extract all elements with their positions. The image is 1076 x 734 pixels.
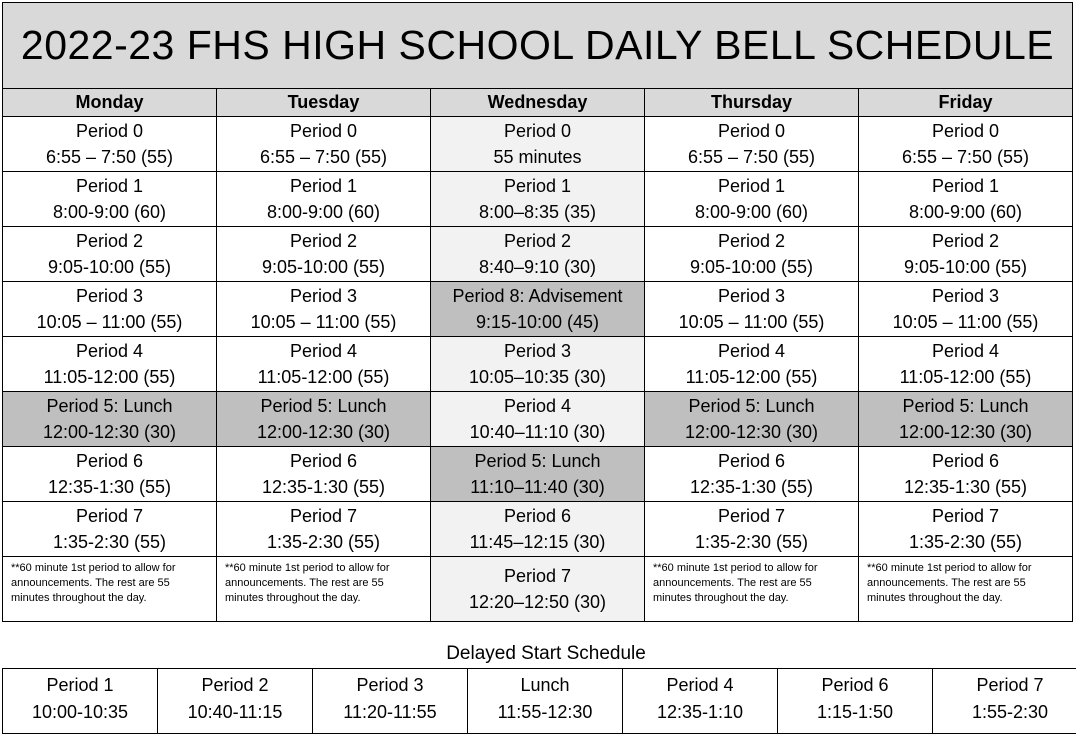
- delayed-start-title: Delayed Start Schedule: [0, 643, 1076, 665]
- period-time: 9:05-10:00 (55): [645, 254, 858, 280]
- period-cell: [859, 392, 1073, 447]
- period-name: Period 0: [645, 118, 858, 144]
- period-time: 1:35-2:30 (55): [3, 529, 216, 555]
- period-cell: [859, 117, 1073, 172]
- delayed-period-cell: [933, 669, 1076, 734]
- period-time: 12:20–12:50 (30): [431, 589, 644, 615]
- period-name: Period 5: Lunch: [431, 448, 644, 474]
- period-name: Period 2: [3, 228, 216, 254]
- period-cell: [645, 172, 859, 227]
- period-name: Period 3: [431, 338, 644, 364]
- footnote: **60 minute 1st period to allow for announcements. The rest are 55 minutes throughout the day.: [645, 557, 859, 622]
- period-name: Period 6: [217, 448, 430, 474]
- day-header-monday: Monday: [3, 89, 217, 117]
- delayed-period-time: 1:55-2:30: [934, 699, 1076, 726]
- period-cell: [431, 227, 645, 282]
- period-cell: [217, 447, 431, 502]
- period-time: 11:05-12:00 (55): [645, 364, 858, 390]
- period-name: Period 2: [431, 228, 644, 254]
- period-name: Period 6: [645, 448, 858, 474]
- period-cell: [431, 337, 645, 392]
- delayed-period-name: Period 6: [779, 672, 931, 699]
- period-cell: [431, 282, 645, 337]
- schedule-row: [3, 502, 1073, 557]
- period-name: Period 3: [645, 283, 858, 309]
- delayed-period-name: Lunch: [469, 672, 621, 699]
- period-cell: [217, 227, 431, 282]
- day-header-tuesday: Tuesday: [217, 89, 431, 117]
- period-name: Period 4: [645, 338, 858, 364]
- bell-schedule-table: [2, 2, 1073, 622]
- period-cell: [645, 392, 859, 447]
- period-time: 1:35-2:30 (55): [645, 529, 858, 555]
- note-row: [3, 557, 1073, 622]
- period-name: Period 6: [3, 448, 216, 474]
- period-name: Period 1: [217, 173, 430, 199]
- period-name: Period 7: [859, 503, 1072, 529]
- period-time: 8:40–9:10 (30): [431, 254, 644, 280]
- period-time: 12:35-1:30 (55): [217, 474, 430, 500]
- period-time: 12:00-12:30 (30): [645, 419, 858, 445]
- delayed-period-time: 12:35-1:10: [624, 699, 776, 726]
- period-cell: [431, 172, 645, 227]
- period-time: 8:00-9:00 (60): [859, 199, 1072, 225]
- delayed-period-cell: [313, 669, 468, 734]
- period-name: Period 1: [431, 173, 644, 199]
- schedule-row: [3, 172, 1073, 227]
- period-name: Period 7: [217, 503, 430, 529]
- period-cell: [645, 502, 859, 557]
- period-time: 12:00-12:30 (30): [859, 419, 1072, 445]
- delayed-period-time: 1:15-1:50: [779, 699, 931, 726]
- period-time: 12:00-12:30 (30): [217, 419, 430, 445]
- period-name: Period 4: [3, 338, 216, 364]
- day-header-thursday: Thursday: [645, 89, 859, 117]
- period-cell: [431, 557, 645, 622]
- period-name: Period 5: Lunch: [859, 393, 1072, 419]
- period-time: 11:05-12:00 (55): [217, 364, 430, 390]
- period-cell: [217, 337, 431, 392]
- footnote: **60 minute 1st period to allow for announcements. The rest are 55 minutes throughout the day.: [217, 557, 431, 622]
- delayed-period-cell: [778, 669, 933, 734]
- period-time: 11:05-12:00 (55): [3, 364, 216, 390]
- period-time: 11:45–12:15 (30): [431, 529, 644, 555]
- period-name: Period 7: [3, 503, 216, 529]
- delayed-period-cell: [158, 669, 313, 734]
- period-name: Period 5: Lunch: [217, 393, 430, 419]
- delayed-start-table: [2, 668, 1076, 734]
- period-cell: [859, 502, 1073, 557]
- period-cell: [217, 117, 431, 172]
- period-cell: [3, 337, 217, 392]
- period-time: 8:00-9:00 (60): [217, 199, 430, 225]
- period-cell: [431, 392, 645, 447]
- period-time: 55 minutes: [431, 144, 644, 170]
- delayed-start-row: [3, 669, 1076, 734]
- period-cell: [3, 117, 217, 172]
- period-time: 6:55 – 7:50 (55): [859, 144, 1072, 170]
- period-cell: [645, 227, 859, 282]
- day-header-wednesday: Wednesday: [431, 89, 645, 117]
- period-time: 10:40–11:10 (30): [431, 419, 644, 445]
- schedule-row: [3, 282, 1073, 337]
- period-name: Period 6: [431, 503, 644, 529]
- delayed-period-name: Period 1: [4, 672, 156, 699]
- period-name: Period 0: [3, 118, 216, 144]
- period-cell: [3, 392, 217, 447]
- period-cell: [217, 502, 431, 557]
- period-time: 11:10–11:40 (30): [431, 474, 644, 500]
- schedule-row: [3, 337, 1073, 392]
- period-name: Period 0: [217, 118, 430, 144]
- period-name: Period 3: [217, 283, 430, 309]
- period-cell: [3, 282, 217, 337]
- schedule-title: 2022-23 FHS HIGH SCHOOL DAILY BELL SCHEDULE: [3, 3, 1073, 89]
- period-time: 9:05-10:00 (55): [3, 254, 216, 280]
- period-cell: [3, 447, 217, 502]
- period-cell: [645, 282, 859, 337]
- period-cell: [645, 447, 859, 502]
- delayed-period-cell: [623, 669, 778, 734]
- day-header-row: [3, 89, 1073, 117]
- period-cell: [431, 117, 645, 172]
- delayed-period-cell: [3, 669, 158, 734]
- period-cell: [217, 282, 431, 337]
- footnote: **60 minute 1st period to allow for announcements. The rest are 55 minutes throughout the day.: [859, 557, 1073, 622]
- period-time: 10:05 – 11:00 (55): [859, 309, 1072, 335]
- schedule-row: [3, 227, 1073, 282]
- period-cell: [645, 337, 859, 392]
- period-name: Period 6: [859, 448, 1072, 474]
- period-name: Period 5: Lunch: [3, 393, 216, 419]
- period-name: Period 1: [3, 173, 216, 199]
- period-cell: [645, 117, 859, 172]
- schedule-row: [3, 447, 1073, 502]
- period-time: 12:35-1:30 (55): [645, 474, 858, 500]
- footnote: **60 minute 1st period to allow for announcements. The rest are 55 minutes throughout the day.: [3, 557, 217, 622]
- delayed-period-time: 11:55-12:30: [469, 699, 621, 726]
- period-cell: [3, 502, 217, 557]
- period-name: Period 0: [431, 118, 644, 144]
- delayed-period-cell: [468, 669, 623, 734]
- period-time: 11:05-12:00 (55): [859, 364, 1072, 390]
- period-time: 8:00-9:00 (60): [645, 199, 858, 225]
- period-time: 1:35-2:30 (55): [859, 529, 1072, 555]
- period-time: 10:05 – 11:00 (55): [3, 309, 216, 335]
- delayed-period-name: Period 7: [934, 672, 1076, 699]
- period-time: 8:00-9:00 (60): [3, 199, 216, 225]
- period-name: Period 2: [645, 228, 858, 254]
- period-time: 10:05 – 11:00 (55): [217, 309, 430, 335]
- delayed-period-name: Period 3: [314, 672, 466, 699]
- period-name: Period 7: [645, 503, 858, 529]
- period-cell: [859, 282, 1073, 337]
- period-name: Period 8: Advisement: [431, 283, 644, 309]
- period-name: Period 5: Lunch: [645, 393, 858, 419]
- period-cell: [859, 227, 1073, 282]
- schedule-row: [3, 117, 1073, 172]
- period-cell: [217, 392, 431, 447]
- period-name: Period 7: [431, 563, 644, 589]
- period-cell: [431, 502, 645, 557]
- period-cell: [431, 447, 645, 502]
- period-name: Period 0: [859, 118, 1072, 144]
- schedule-row: [3, 392, 1073, 447]
- period-cell: [3, 172, 217, 227]
- period-time: 9:05-10:00 (55): [217, 254, 430, 280]
- period-name: Period 2: [217, 228, 430, 254]
- period-time: 6:55 – 7:50 (55): [645, 144, 858, 170]
- period-name: Period 2: [859, 228, 1072, 254]
- delayed-period-time: 10:00-10:35: [4, 699, 156, 726]
- period-cell: [217, 172, 431, 227]
- period-time: 6:55 – 7:50 (55): [3, 144, 216, 170]
- period-name: Period 4: [859, 338, 1072, 364]
- period-cell: [859, 337, 1073, 392]
- day-header-friday: Friday: [859, 89, 1073, 117]
- period-cell: [859, 447, 1073, 502]
- period-time: 1:35-2:30 (55): [217, 529, 430, 555]
- period-name: Period 4: [217, 338, 430, 364]
- period-time: 8:00–8:35 (35): [431, 199, 644, 225]
- period-time: 6:55 – 7:50 (55): [217, 144, 430, 170]
- period-name: Period 4: [431, 393, 644, 419]
- period-time: 10:05–10:35 (30): [431, 364, 644, 390]
- period-time: 12:35-1:30 (55): [3, 474, 216, 500]
- period-name: Period 3: [3, 283, 216, 309]
- delayed-period-name: Period 4: [624, 672, 776, 699]
- period-name: Period 1: [859, 173, 1072, 199]
- period-time: 12:00-12:30 (30): [3, 419, 216, 445]
- period-name: Period 1: [645, 173, 858, 199]
- delayed-period-name: Period 2: [159, 672, 311, 699]
- delayed-period-time: 11:20-11:55: [314, 699, 466, 726]
- period-time: 9:05-10:00 (55): [859, 254, 1072, 280]
- period-time: 12:35-1:30 (55): [859, 474, 1072, 500]
- period-time: 10:05 – 11:00 (55): [645, 309, 858, 335]
- period-name: Period 3: [859, 283, 1072, 309]
- period-time: 9:15-10:00 (45): [431, 309, 644, 335]
- delayed-period-time: 10:40-11:15: [159, 699, 311, 726]
- period-cell: [3, 227, 217, 282]
- period-cell: [859, 172, 1073, 227]
